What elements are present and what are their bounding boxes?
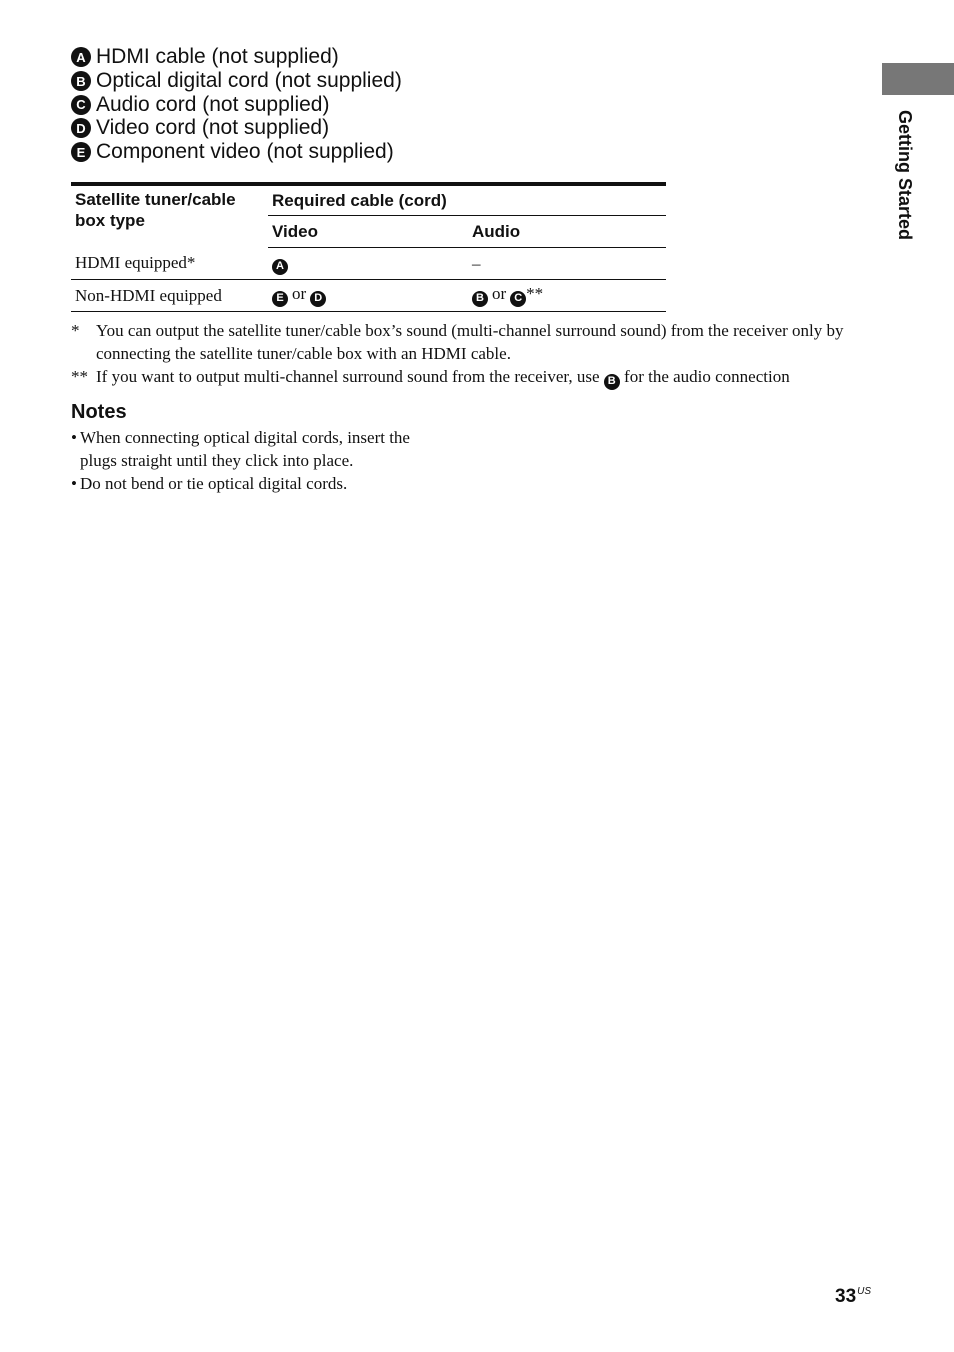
cell-audio: –	[468, 248, 666, 280]
footnote	[71, 319, 871, 365]
cable-legend	[71, 45, 402, 163]
letter-d-icon: D	[310, 291, 326, 307]
conjunction: or	[292, 284, 307, 304]
list-item	[71, 472, 451, 495]
notes-list	[71, 426, 451, 495]
footnote-text-after: for the audio connection	[624, 367, 790, 386]
page-number-suffix: US	[857, 1286, 872, 1297]
letter-c-icon: C	[510, 291, 526, 307]
section-label: Getting Started	[895, 110, 915, 241]
footnote-text-before: If you want to output multi-channel surround sound from the receiver, use	[96, 367, 600, 386]
bullet: •	[71, 474, 77, 493]
cable-label: Audio cord (not supplied)	[96, 92, 330, 116]
letter-b-icon: B	[604, 374, 620, 390]
cable-label: Video cord (not supplied)	[96, 116, 330, 140]
column-header-audio: Audio	[468, 216, 666, 248]
bullet: •	[71, 428, 77, 447]
letter-b-icon: B	[71, 71, 91, 91]
column-header-type: Satellite tuner/cable box type	[71, 184, 268, 248]
cable-legend-item	[71, 116, 402, 140]
table-row	[71, 280, 666, 312]
letter-d-icon: D	[71, 118, 91, 138]
cell-video	[268, 248, 468, 280]
cell-type: HDMI equipped*	[71, 248, 268, 280]
note-text: When connecting optical digital cords, insert the plugs straight until they click into place.	[80, 428, 410, 470]
required-cable-table	[71, 182, 666, 312]
cable-legend-item	[71, 69, 402, 93]
footnote-mark: *	[71, 321, 80, 340]
column-header-video: Video	[268, 216, 468, 248]
note-text: Do not bend or tie optical digital cords.	[80, 474, 348, 493]
cable-label: HDMI cable (not supplied)	[96, 45, 339, 69]
cell-type: Non-HDMI equipped	[71, 280, 268, 312]
cable-legend-item	[71, 92, 402, 116]
footnote-ref: **	[526, 284, 544, 304]
cell-audio	[468, 280, 666, 312]
table-header-row	[71, 184, 666, 216]
notes-heading: Notes	[71, 401, 127, 423]
table-row	[71, 248, 666, 280]
page-number	[835, 1280, 871, 1309]
cable-label: Optical digital cord (not supplied)	[96, 69, 402, 93]
footnote-text	[96, 365, 871, 390]
footnotes	[71, 319, 871, 390]
letter-a-icon: A	[71, 47, 91, 67]
column-header-required: Required cable (cord)	[268, 184, 666, 216]
letter-a-icon: A	[272, 259, 288, 275]
letter-e-icon: E	[272, 291, 288, 307]
list-item	[71, 426, 451, 472]
page-number-value: 33	[835, 1286, 857, 1307]
section-tab-marker	[882, 63, 954, 95]
footnote-text: You can output the satellite tuner/cable box’s sound (multi-channel surround sound) from the receiver only by connecting the satellite tuner/cable box with an HDMI cable.	[96, 321, 844, 363]
cable-legend-item	[71, 140, 402, 164]
footnote-mark: **	[71, 367, 88, 386]
letter-c-icon: C	[71, 95, 91, 115]
cable-label: Component video (not supplied)	[96, 140, 394, 164]
conjunction: or	[492, 284, 507, 304]
footnote	[71, 365, 871, 390]
cell-video	[268, 280, 468, 312]
letter-b-icon: B	[472, 291, 488, 307]
cable-legend-item	[71, 45, 402, 69]
letter-e-icon: E	[71, 142, 91, 162]
